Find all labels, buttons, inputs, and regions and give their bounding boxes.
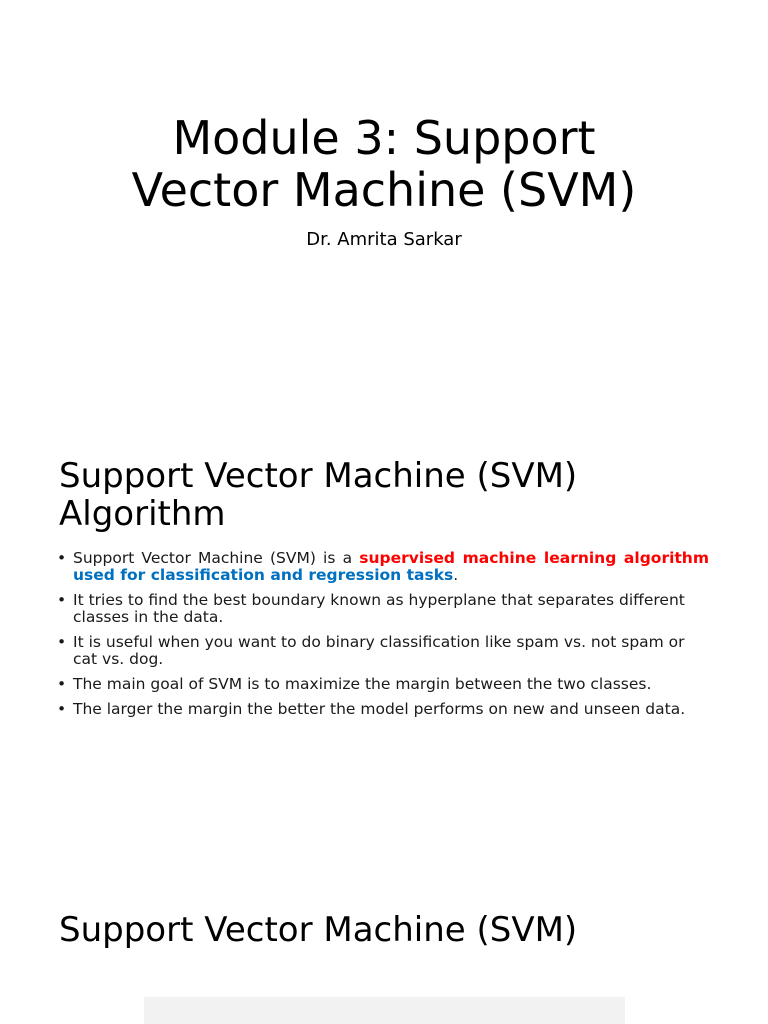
slide3-title: Support Vector Machine (SVM): [59, 910, 578, 950]
bullet-icon: •: [57, 549, 67, 567]
slide1-author: Dr. Amrita Sarkar: [306, 229, 462, 250]
bullet-icon: •: [57, 675, 67, 693]
bullet-icon: •: [57, 633, 67, 651]
bullet1-highlight-red: supervised machine learning algorithm: [359, 549, 709, 567]
bullet-list: [57, 550, 709, 726]
slide1-title-line1: Module 3: Support: [172, 111, 596, 165]
bullet2-text: It tries to find the best boundary known as hyperplane that separates different classes in the data.: [73, 591, 685, 626]
bullet-icon: •: [57, 700, 67, 718]
bullet5-text: The larger the margin the better the model performs on new and unseen data.: [73, 700, 686, 718]
bullet1-text: Support Vector Machine (SVM) is a: [73, 549, 360, 567]
bullet-item-definition: [57, 550, 709, 584]
bullet-item-margin: [57, 701, 709, 718]
slide2-title: [59, 457, 719, 533]
bullet-item-hyperplane: [57, 592, 709, 626]
slide1-title: [60, 112, 708, 216]
slide1-title-line2: Vector Machine (SVM): [131, 163, 637, 217]
bullet1-period: .: [453, 566, 459, 584]
slide3-figure: [144, 997, 625, 1024]
bullet3-text: It is useful when you want to do binary classification like spam vs. not spam or cat vs. dog.: [73, 633, 685, 668]
bullet-item-goal: [57, 676, 709, 693]
bullet-item-binary: [57, 634, 709, 668]
slide2-title-line2: Algorithm: [59, 494, 226, 534]
bullet4-text: The main goal of SVM is to maximize the margin between the two classes.: [73, 675, 652, 693]
slide2-title-line1: Support Vector Machine (SVM): [59, 456, 578, 496]
bullet-icon: •: [57, 591, 67, 609]
bullet1-highlight-blue: used for classification and regression tasks: [73, 566, 454, 584]
